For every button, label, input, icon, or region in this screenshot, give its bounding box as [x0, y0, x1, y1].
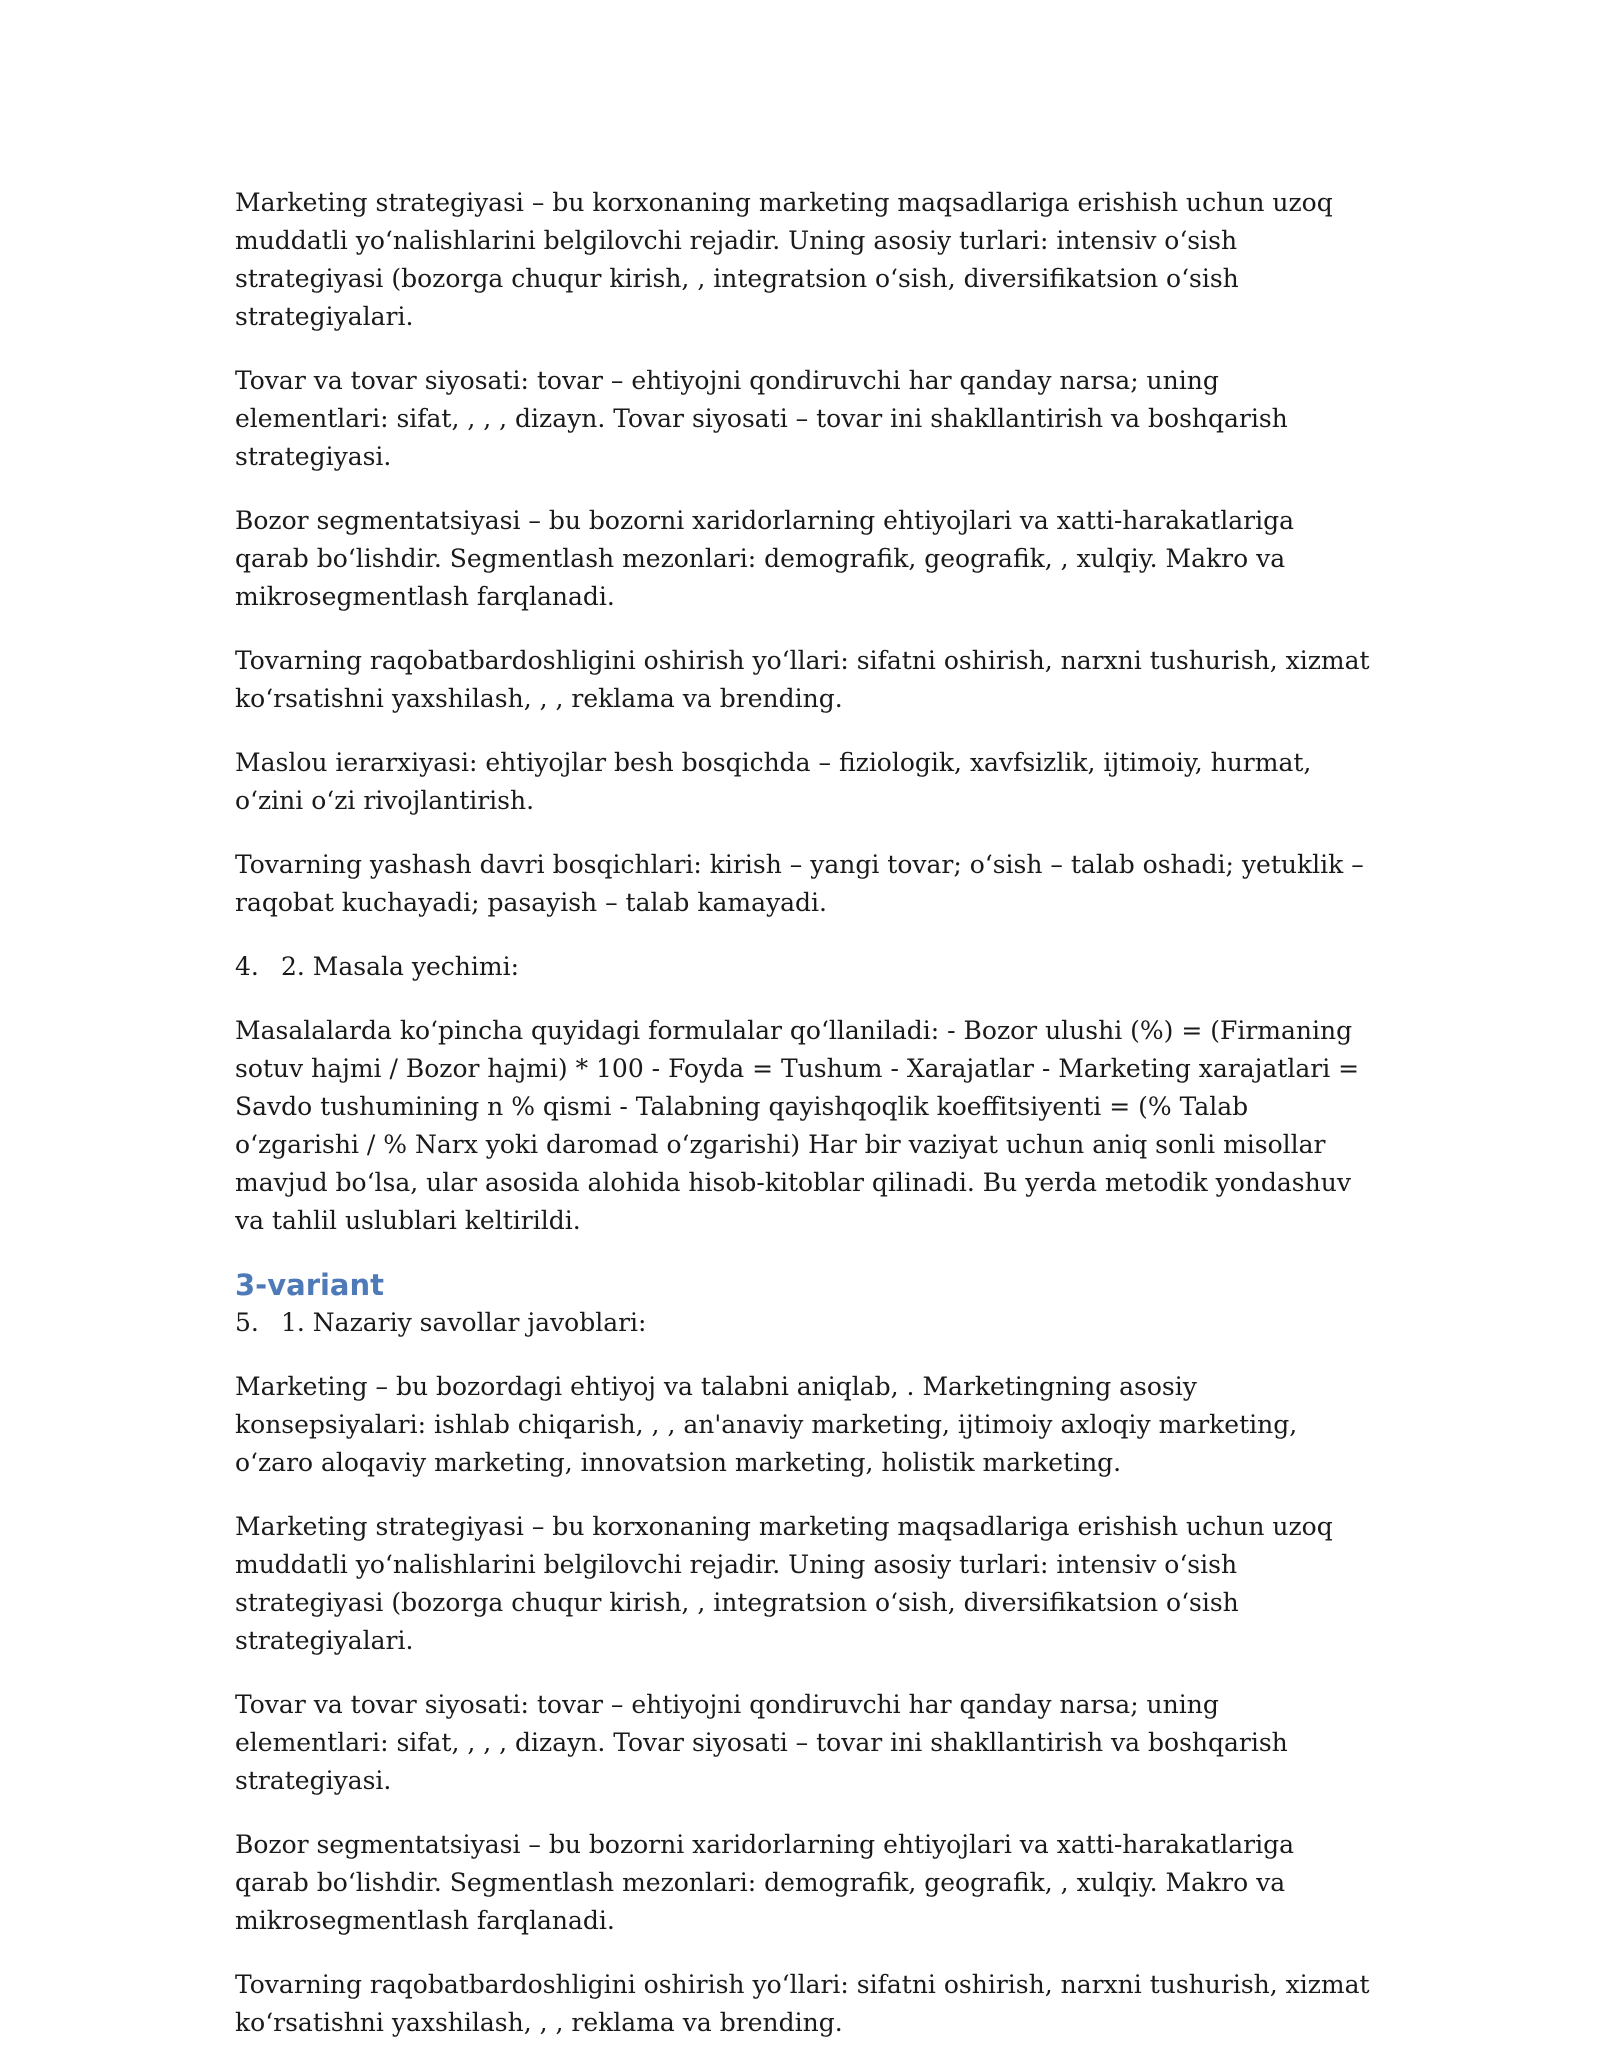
list-number: 4.	[235, 952, 259, 981]
list-item-text: 1. Nazariy savollar javoblari:	[281, 1308, 647, 1337]
paragraph-marketing-definition: Marketing – bu bozordagi ehtiyoj va talabni aniqlab, . Marketingning asosiy konsepsiyalari: ishlab chiqarish, , , an'anaviy marketing, ijtimoiy axloqiy marketing, oʻzaro aloqaviy marketing, innovatsion marketing, holistik marketing.	[235, 1372, 1298, 1477]
paragraph-competitiveness: Tovarning raqobatbardoshligini oshirish yoʻllari: sifatni oshirish, narxni tushurish, xizmat koʻrsatishni yaxshilash, , , reklama va brending.	[235, 646, 1370, 713]
paragraph-market-segmentation: Bozor segmentatsiyasi – bu bozorni xaridorlarning ehtiyojlari va xatti-harakatlariga qarab boʻlishdir. Segmentlash mezonlari: demografik, geografik, , xulqiy. Makro va mikrosegmentlash farqlanadi.	[235, 506, 1295, 611]
paragraph-market-segmentation: Bozor segmentatsiyasi – bu bozorni xaridorlarning ehtiyojlari va xatti-harakatlariga qarab boʻlishdir. Segmentlash mezonlari: demografik, geografik, , xulqiy. Makro va mikrosegmentlash farqlanadi.	[235, 1830, 1295, 1935]
section-heading: 3-variant	[235, 1268, 385, 1302]
paragraph-marketing-strategy: Marketing strategiyasi – bu korxonaning marketing maqsadlariga erishish uchun uzoq muddatli yoʻnalishlarini belgilovchi rejadir. Uning asosiy turlari: intensiv oʻsish strategiyasi (bozorga chuqur kirish, , integratsion oʻsish, diversifikatsion oʻsish strategiyalari.	[235, 1512, 1333, 1655]
list-item-5	[235, 1304, 1375, 1342]
list-item-text: 2. Masala yechimi:	[281, 952, 520, 981]
paragraph-maslow: Maslou ierarxiyasi: ehtiyojlar besh bosqichda – fiziologik, xavfsizlik, ijtimoiy, hurmat, oʻzini oʻzi rivojlantirish.	[235, 748, 1312, 815]
paragraph-product-policy: Tovar va tovar siyosati: tovar – ehtiyojni qondiruvchi har qanday narsa; uning elementlari: sifat, , , , dizayn. Tovar siyosati – tovar ini shakllantirish va boshqarish strategiyasi.	[235, 366, 1288, 471]
list-number: 5.	[235, 1308, 259, 1337]
paragraph-solution: Masalalarda koʻpincha quyidagi formulalar qoʻllaniladi: - Bozor ulushi (%) = (Firmaning sotuv hajmi / Bozor hajmi) * 100 - Foyda = Tushum - Xarajatlar - Marketing xarajatlari = Savdo tushumining n % qismi - Talabning qayishqoqlik koeffitsiyenti = (% Talab oʻzgarishi / % Narx yoki daromad oʻzgarishi) Har bir vaziyat uchun aniq sonli misollar mavjud boʻlsa, ular asosida alohida hisob-kitoblar qilinadi. Bu yerda metodik yondashuv va tahlil uslublari keltirildi.	[235, 1016, 1360, 1235]
paragraph-competitiveness: Tovarning raqobatbardoshligini oshirish yoʻllari: sifatni oshirish, narxni tushurish, xizmat koʻrsatishni yaxshilash, , , reklama va brending.	[235, 1970, 1370, 2037]
document-page	[235, 184, 1375, 2068]
paragraph-marketing-strategy: Marketing strategiyasi – bu korxonaning marketing maqsadlariga erishish uchun uzoq muddatli yoʻnalishlarini belgilovchi rejadir. Uning asosiy turlari: intensiv oʻsish strategiyasi (bozorga chuqur kirish, , integratsion oʻsish, diversifikatsion oʻsish strategiyalari.	[235, 188, 1333, 331]
list-item-4	[235, 948, 1375, 986]
paragraph-product-policy: Tovar va tovar siyosati: tovar – ehtiyojni qondiruvchi har qanday narsa; uning elementlari: sifat, , , , dizayn. Tovar siyosati – tovar ini shakllantirish va boshqarish strategiyasi.	[235, 1690, 1288, 1795]
paragraph-product-lifecycle: Tovarning yashash davri bosqichlari: kirish – yangi tovar; oʻsish – talab oshadi; yetuklik – raqobat kuchayadi; pasayish – talab kamayadi.	[235, 850, 1364, 917]
